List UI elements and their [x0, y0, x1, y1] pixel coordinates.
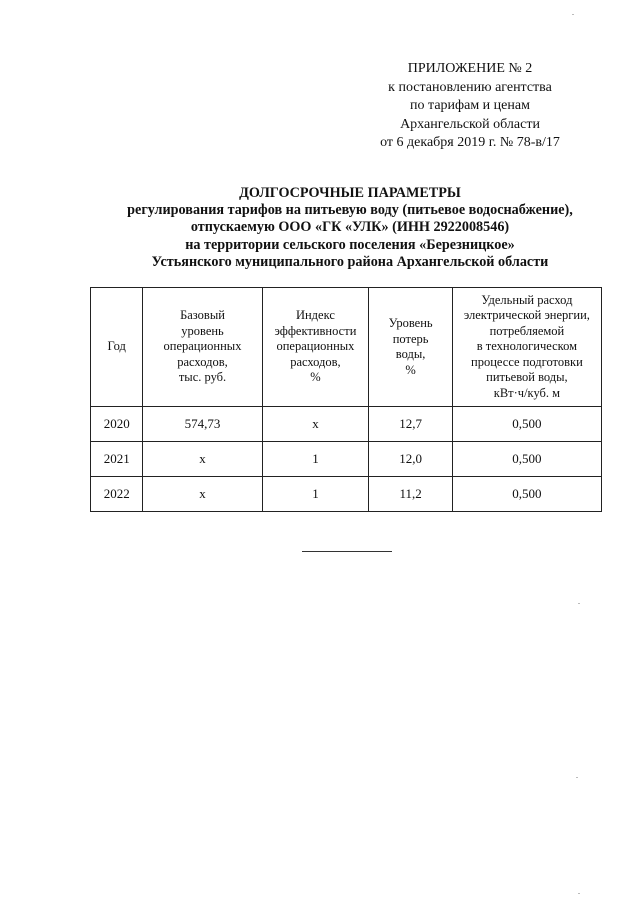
document-heading	[0, 185, 640, 271]
table-row	[91, 442, 602, 477]
cell-year: 2022	[91, 477, 143, 512]
scan-speck	[578, 603, 580, 604]
header-efficiency-index: Индекс эффективности операционных расходов, %	[262, 288, 369, 407]
cell-water-loss: 12,0	[369, 442, 452, 477]
appendix-date-number: от 6 декабря 2019 г. № 78-в/17	[380, 135, 560, 150]
header-year: Год	[91, 288, 143, 407]
appendix-line: по тарифам и ценам	[410, 98, 530, 113]
cell-year: 2021	[91, 442, 143, 477]
cell-energy-consumption: 0,500	[452, 442, 601, 477]
cell-base-opex: х	[143, 477, 262, 512]
cell-efficiency-index: 1	[262, 477, 369, 512]
cell-efficiency-index: х	[262, 407, 369, 442]
cell-energy-consumption: 0,500	[452, 477, 601, 512]
parameters-table	[90, 287, 602, 512]
cell-base-opex: 574,73	[143, 407, 262, 442]
header-base-opex: Базовый уровень операционных расходов, тыс. руб.	[143, 288, 262, 407]
table-row	[91, 407, 602, 442]
cell-year: 2020	[91, 407, 143, 442]
cell-efficiency-index: 1	[262, 442, 369, 477]
scan-speck	[576, 777, 578, 778]
cell-water-loss: 12,7	[369, 407, 452, 442]
cell-energy-consumption: 0,500	[452, 407, 601, 442]
header-energy-consumption: Удельный расход электрической энергии, потребляемой в технологическом процессе подготовки питьевой воды, кВт·ч/куб. м	[452, 288, 601, 407]
table-row	[91, 477, 602, 512]
heading-line: Устьянского муниципального района Архангельской области	[151, 253, 549, 270]
scan-speck	[578, 893, 580, 894]
table-header-row	[91, 288, 602, 407]
appendix-line: к постановлению агентства	[388, 79, 552, 95]
appendix-line: Архангельской области	[400, 116, 540, 132]
scan-speck	[572, 14, 574, 15]
heading-line: на территории сельского поселения «Березницкое»	[185, 236, 515, 253]
heading-line: отпускаемую ООО «ГК «УЛК» (ИНН 2922008546)	[190, 219, 510, 236]
heading-title: ДОЛГОСРОЧНЫЕ ПАРАМЕТРЫ	[239, 185, 461, 201]
header-water-loss: Уровень потерь воды, %	[369, 288, 452, 407]
cell-water-loss: 11,2	[369, 477, 452, 512]
heading-line: регулирования тарифов на питьевую воду (питьевое водоснабжение),	[127, 202, 573, 219]
appendix-title: ПРИЛОЖЕНИЕ № 2	[407, 61, 533, 76]
cell-base-opex: х	[143, 442, 262, 477]
appendix-block	[340, 60, 600, 153]
closing-divider-line	[302, 551, 392, 552]
